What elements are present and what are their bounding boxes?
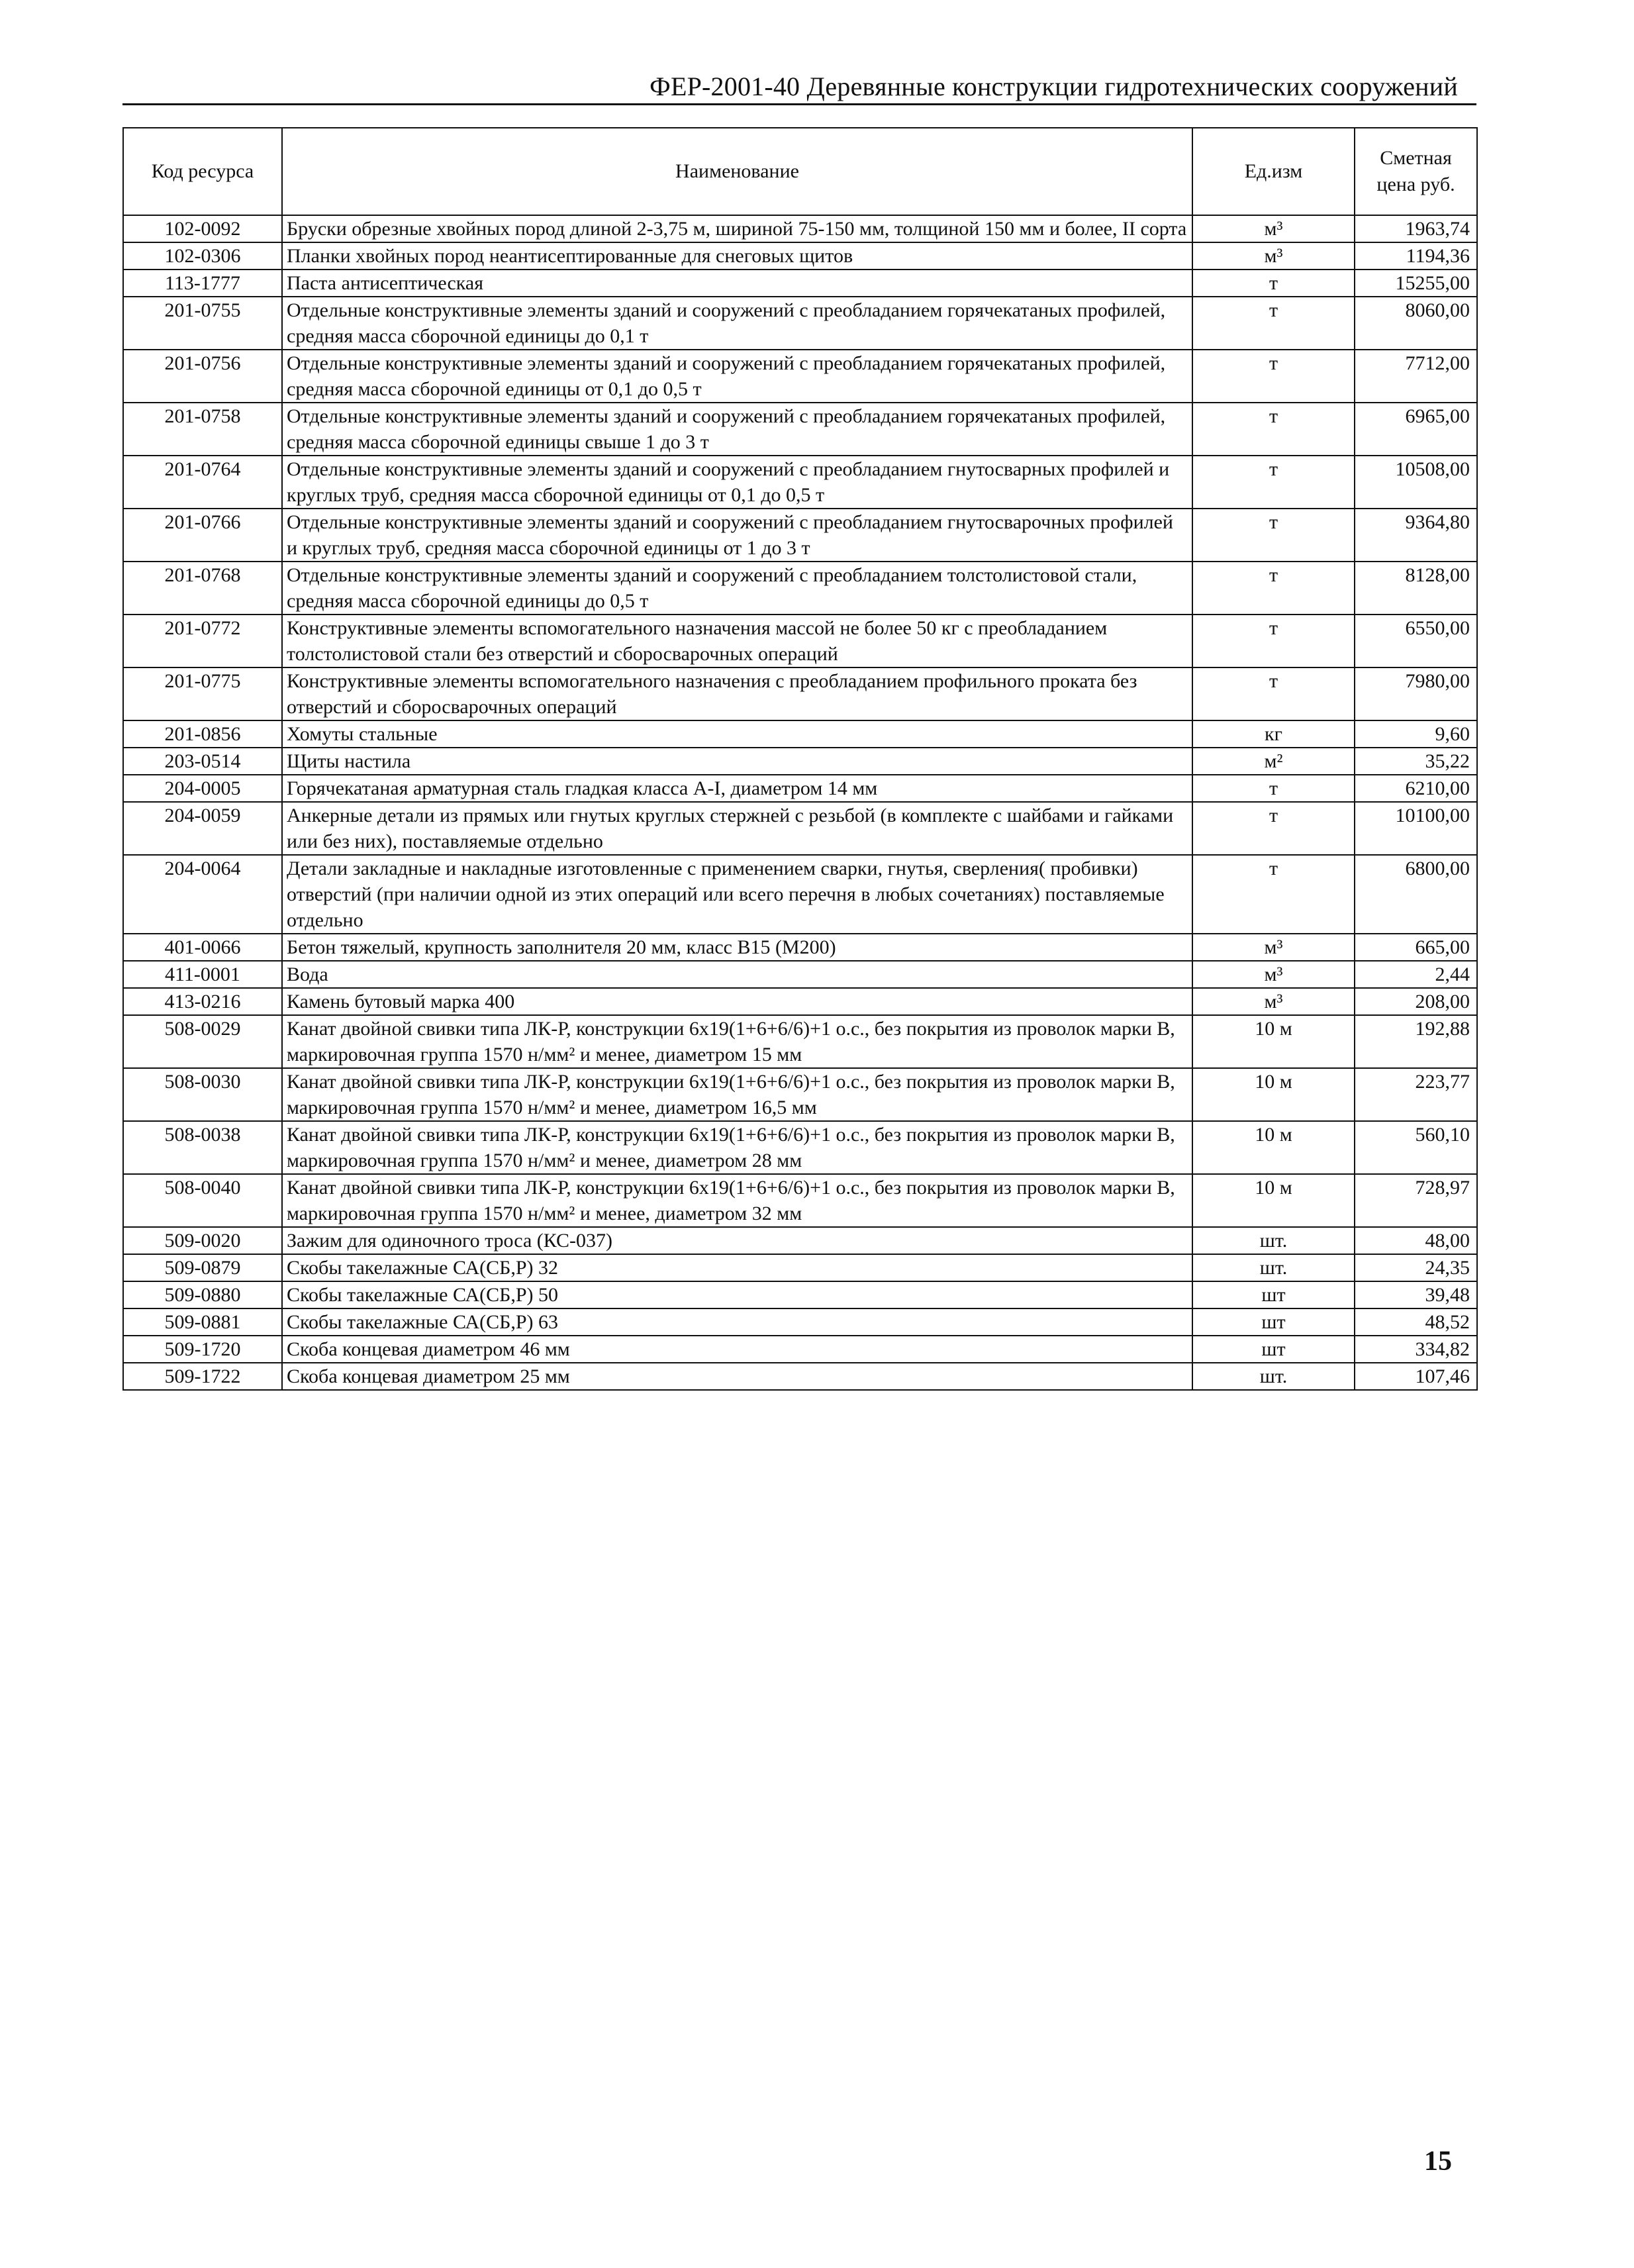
cell-price: 6210,00 [1355,775,1477,802]
column-header-unit: Ед.изм [1192,128,1355,215]
cell-price: 208,00 [1355,988,1477,1015]
cell-name: Скобы такелажные СА(СБ,Р) 63 [282,1308,1192,1336]
table-row [123,1336,1477,1363]
table-row [123,934,1477,961]
cell-price: 223,77 [1355,1068,1477,1121]
table-row [123,1308,1477,1336]
cell-code: 413-0216 [123,988,282,1015]
cell-unit: т [1192,802,1355,855]
cell-code: 203-0514 [123,748,282,775]
table-row [123,988,1477,1015]
table-row [123,802,1477,855]
cell-unit: кг [1192,720,1355,748]
column-header-name: Наименование [282,128,1192,215]
table-row [123,1363,1477,1390]
cell-name: Отдельные конструктивные элементы зданий и сооружений с преобладанием гнутосварных профилей и круглых труб, средняя масса сборочной единицы от 0,1 до 0,5 т [282,456,1192,509]
cell-price: 107,46 [1355,1363,1477,1390]
cell-price: 15255,00 [1355,270,1477,297]
table-row [123,775,1477,802]
cell-code: 201-0775 [123,667,282,720]
cell-price: 8060,00 [1355,297,1477,350]
cell-code: 102-0092 [123,215,282,242]
cell-price: 6800,00 [1355,855,1477,934]
cell-unit: т [1192,562,1355,615]
table-row [123,270,1477,297]
cell-unit: шт [1192,1281,1355,1308]
cell-code: 102-0306 [123,242,282,270]
cell-price: 9,60 [1355,720,1477,748]
cell-code: 204-0064 [123,855,282,934]
cell-code: 508-0029 [123,1015,282,1068]
cell-price: 334,82 [1355,1336,1477,1363]
cell-name: Камень бутовый марка 400 [282,988,1192,1015]
cell-unit: шт [1192,1336,1355,1363]
cell-code: 204-0005 [123,775,282,802]
page-header [122,66,1476,105]
cell-name: Отдельные конструктивные элементы зданий и сооружений с преобладанием толстолистовой стали, средняя масса сборочной единицы до 0,5 т [282,562,1192,615]
cell-name: Паста антисептическая [282,270,1192,297]
cell-code: 509-0880 [123,1281,282,1308]
cell-price: 728,97 [1355,1174,1477,1227]
cell-name: Скобы такелажные СА(СБ,Р) 32 [282,1254,1192,1281]
cell-code: 201-0766 [123,509,282,562]
cell-code: 411-0001 [123,961,282,988]
cell-name: Вода [282,961,1192,988]
cell-code: 401-0066 [123,934,282,961]
cell-code: 508-0038 [123,1121,282,1174]
cell-code: 509-0879 [123,1254,282,1281]
column-header-code: Код ресурса [123,128,282,215]
table-row [123,1174,1477,1227]
cell-name: Планки хвойных пород неантисептированные для снеговых щитов [282,242,1192,270]
table-row [123,855,1477,934]
cell-code: 201-0772 [123,615,282,667]
cell-name: Отдельные конструктивные элементы зданий и сооружений с преобладанием горячекатаных профилей, средняя масса сборочной единицы свыше 1 до 3 т [282,403,1192,456]
cell-price: 2,44 [1355,961,1477,988]
table-row [123,1254,1477,1281]
cell-name: Скоба концевая диаметром 46 мм [282,1336,1192,1363]
table-row [123,748,1477,775]
table-row [123,1121,1477,1174]
table-row [123,961,1477,988]
cell-price: 560,10 [1355,1121,1477,1174]
cell-unit: т [1192,270,1355,297]
table-row [123,242,1477,270]
cell-code: 201-0856 [123,720,282,748]
cell-name: Конструктивные элементы вспомогательного назначения с преобладанием профильного проката без отверстий и сборосварочных операций [282,667,1192,720]
cell-code: 201-0764 [123,456,282,509]
table-row [123,509,1477,562]
cell-unit: т [1192,855,1355,934]
cell-price: 10100,00 [1355,802,1477,855]
table-row [123,297,1477,350]
cell-name: Горячекатаная арматурная сталь гладкая класса А-I, диаметром 14 мм [282,775,1192,802]
cell-name: Зажим для одиночного троса (КС-037) [282,1227,1192,1254]
cell-code: 201-0758 [123,403,282,456]
cell-code: 508-0040 [123,1174,282,1227]
cell-price: 9364,80 [1355,509,1477,562]
table-row [123,720,1477,748]
table-row [123,1227,1477,1254]
cell-name: Детали закладные и накладные изготовленные с применением сварки, гнутья, сверления( пробивки) отверстий (при наличии одной из этих операций или всего перечня в любых сочетаниях) поставляемые отдельно [282,855,1192,934]
cell-unit: т [1192,615,1355,667]
cell-code: 113-1777 [123,270,282,297]
cell-unit: т [1192,775,1355,802]
cell-price: 39,48 [1355,1281,1477,1308]
cell-price: 6965,00 [1355,403,1477,456]
cell-name: Отдельные конструктивные элементы зданий и сооружений с преобладанием гнутосварочных профилей и круглых труб, средняя масса сборочной единицы от 1 до 3 т [282,509,1192,562]
cell-code: 509-1720 [123,1336,282,1363]
cell-name: Канат двойной свивки типа ЛК-Р, конструкции 6х19(1+6+6/6)+1 о.с., без покрытия из проволок марки В, маркировочная группа 1570 н/мм² и менее, диаметром 15 мм [282,1015,1192,1068]
table-row [123,215,1477,242]
cell-unit: м³ [1192,934,1355,961]
cell-price: 665,00 [1355,934,1477,961]
cell-unit: т [1192,456,1355,509]
cell-unit: 10 м [1192,1015,1355,1068]
cell-name: Хомуты стальные [282,720,1192,748]
cell-price: 8128,00 [1355,562,1477,615]
cell-unit: шт. [1192,1227,1355,1254]
cell-unit: м³ [1192,961,1355,988]
cell-name: Бетон тяжелый, крупность заполнителя 20 мм, класс В15 (М200) [282,934,1192,961]
cell-unit: т [1192,667,1355,720]
cell-code: 201-0768 [123,562,282,615]
cell-name: Бруски обрезные хвойных пород длиной 2-3,75 м, шириной 75-150 мм, толщиной 150 мм и более, II сорта [282,215,1192,242]
table-row [123,667,1477,720]
cell-unit: м³ [1192,242,1355,270]
table-row [123,1281,1477,1308]
cell-price: 1963,74 [1355,215,1477,242]
cell-unit: 10 м [1192,1174,1355,1227]
cell-unit: т [1192,350,1355,403]
document-title: ФЕР-2001-40 Деревянные конструкции гидротехнических сооружений [649,72,1458,101]
page-number: 15 [1424,2146,1452,2177]
cell-unit: шт. [1192,1254,1355,1281]
table-row [123,350,1477,403]
resource-price-table [122,127,1478,1391]
cell-name: Канат двойной свивки типа ЛК-Р, конструкции 6х19(1+6+6/6)+1 о.с., без покрытия из проволок марки В, маркировочная группа 1570 н/мм² и менее, диаметром 16,5 мм [282,1068,1192,1121]
cell-unit: шт. [1192,1363,1355,1390]
cell-name: Скоба концевая диаметром 25 мм [282,1363,1192,1390]
cell-unit: 10 м [1192,1121,1355,1174]
cell-price: 6550,00 [1355,615,1477,667]
table-row [123,456,1477,509]
cell-price: 7712,00 [1355,350,1477,403]
cell-name: Отдельные конструктивные элементы зданий и сооружений с преобладанием горячекатаных профилей, средняя масса сборочной единицы до 0,1 т [282,297,1192,350]
cell-code: 201-0755 [123,297,282,350]
cell-unit: м² [1192,748,1355,775]
cell-name: Анкерные детали из прямых или гнутых круглых стержней с резьбой (в комплекте с шайбами и гайками или без них), поставляемые отдельно [282,802,1192,855]
cell-unit: т [1192,297,1355,350]
cell-price: 10508,00 [1355,456,1477,509]
cell-price: 192,88 [1355,1015,1477,1068]
header-row [123,128,1477,215]
table-row [123,615,1477,667]
cell-code: 204-0059 [123,802,282,855]
cell-price: 1194,36 [1355,242,1477,270]
cell-unit: м³ [1192,988,1355,1015]
cell-name: Щиты настила [282,748,1192,775]
cell-price: 48,52 [1355,1308,1477,1336]
cell-code: 201-0756 [123,350,282,403]
cell-price: 7980,00 [1355,667,1477,720]
cell-unit: 10 м [1192,1068,1355,1121]
cell-unit: т [1192,509,1355,562]
cell-code: 508-0030 [123,1068,282,1121]
cell-name: Отдельные конструктивные элементы зданий и сооружений с преобладанием горячекатаных профилей, средняя масса сборочной единицы от 0,1 до 0,5 т [282,350,1192,403]
column-header-price: Сметная цена руб. [1355,128,1477,215]
cell-name: Канат двойной свивки типа ЛК-Р, конструкции 6х19(1+6+6/6)+1 о.с., без покрытия из проволок марки В, маркировочная группа 1570 н/мм² и менее, диаметром 32 мм [282,1174,1192,1227]
cell-price: 35,22 [1355,748,1477,775]
cell-code: 509-1722 [123,1363,282,1390]
cell-name: Конструктивные элементы вспомогательного назначения массой не более 50 кг с преобладанием толстолистовой стали без отверстий и сборосварочных операций [282,615,1192,667]
table-row [123,1068,1477,1121]
cell-price: 48,00 [1355,1227,1477,1254]
table-header [123,128,1477,215]
cell-unit: м³ [1192,215,1355,242]
table-row [123,1015,1477,1068]
cell-code: 509-0881 [123,1308,282,1336]
cell-code: 509-0020 [123,1227,282,1254]
cell-unit: т [1192,403,1355,456]
cell-unit: шт [1192,1308,1355,1336]
table-row [123,562,1477,615]
cell-price: 24,35 [1355,1254,1477,1281]
table-row [123,403,1477,456]
cell-name: Скобы такелажные СА(СБ,Р) 50 [282,1281,1192,1308]
cell-name: Канат двойной свивки типа ЛК-Р, конструкции 6х19(1+6+6/6)+1 о.с., без покрытия из проволок марки В, маркировочная группа 1570 н/мм² и менее, диаметром 28 мм [282,1121,1192,1174]
table-body [123,215,1477,1390]
